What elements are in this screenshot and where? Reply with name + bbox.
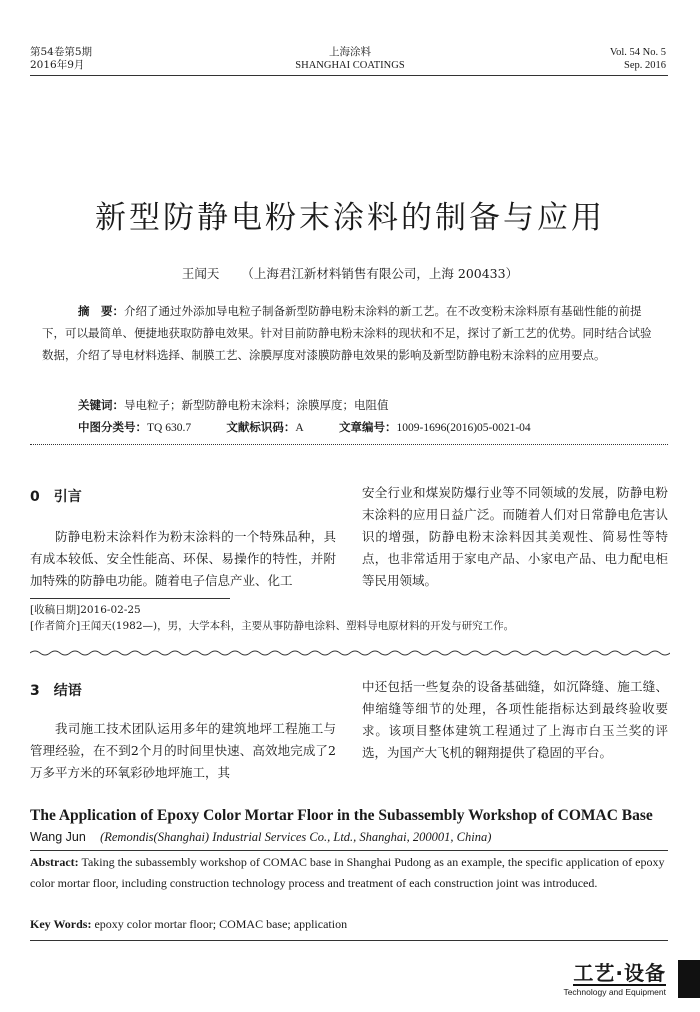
clc-label: 中图分类号： [78,420,147,434]
intro-left-text: 防静电粉末涂料作为粉末涂料的一个特殊品种，具有成本较低、安全性能高、环保、易操作的特性，并附加特殊的防静电功能。随着电子信息产业、化工 [30,529,336,588]
abstract-label: 摘 要： [78,304,124,318]
logo-subtext: Technology and Equipment [563,987,666,997]
intro-right-text: 安全行业和煤炭防爆行业等不同领域的发展，防静电粉末涂料的应用日益广泛。而随着人们对日常静电危害认识的增强，防静电粉末涂料因其美观性、简易性等特点，也非常适用于家电产品、小家电产品、电力配电柜等民用领域。 [362,485,668,588]
footnote [30,602,670,634]
section-logo [563,962,666,998]
english-abstract-text: Taking the subassembly workshop of COMAC base in Shanghai Pudong as an example, the specific application of epoxy color mortar floor, including construction technology process and treatment of each construction joint was introduced. [30,855,665,890]
abstract-text: 介绍了通过外添加导电粒子制备新型防静电粉末涂料的新工艺。在不改变粉末涂料原有基础性能的前提下，可以最简单、便捷地获取防静电效果。针对目前防静电粉末涂料的现状和不足，探讨了新工艺的优势。同时结合试验数据，介绍了导电材料选择、制膜工艺、涂膜厚度对漆膜防静电效果的影响及新型防静电粉末涂料的应用要点。 [42,304,652,362]
keywords-block [78,394,658,416]
doc-code-value: A [295,422,304,434]
volume-issue-en: Vol. 54 No. 5 [609,47,666,58]
logo-block-mark [678,960,700,998]
conclusion-right-text: 中还包括一些复杂的设备基础缝，如沉降缝、施工缝、伸缩缝等细节的处理，各项性能指标达到最终验收要求。该项目整体建筑工程通过了上海市白玉兰奖的评选，为国产大飞机的翱翔提供了稳固的平台。 [362,679,668,760]
english-keywords-label: Key Words: [30,917,92,931]
article-no-label: 文章编号： [339,420,397,434]
english-affiliation: (Remondis(Shanghai) Industrial Services Co., Ltd., Shanghai, 200001, China) [100,830,492,844]
english-keywords [30,914,666,935]
intro-heading: 0 引言 [30,489,82,505]
header-center [250,46,450,72]
issue-date-en: Sep. 2016 [624,60,666,71]
conclusion-heading: 3 结语 [30,683,82,699]
footnote-rule [30,598,230,599]
issue-date: 2016年9月 [30,59,85,71]
author-line [0,264,700,282]
english-abstract-label: Abstract: [30,855,79,869]
header-rule [30,75,668,76]
abstract-rule [30,444,668,445]
author-bio: [作者简介]王闻天(1982—)，男，大学本科，主要从事防静电涂料、塑料导电原材料的开发与研究工作。 [30,620,515,632]
article-no-value: 1009-1696(2016)05-0021-04 [396,422,531,434]
english-keywords-text: epoxy color mortar floor; COMAC base; application [94,917,348,931]
logo-text: 工艺·设备 [573,961,666,985]
english-abstract [30,852,666,894]
received-date: [收稿日期]2016-02-25 [30,604,141,616]
abstract-block [42,300,658,366]
doc-code-label: 文献标识码： [226,420,296,434]
keywords-label: 关键词： [78,398,124,412]
english-title: The Application of Epoxy Color Mortar Floor in the Subassembly Workshop of COMAC Base [30,807,653,824]
english-author-line [30,830,491,845]
english-author: Wang Jun [30,830,86,844]
author-name: 王闻天 [181,266,220,281]
header-left [30,46,92,72]
journal-name-cn: 上海涂料 [329,46,371,58]
header-right [610,46,666,72]
english-bottom-rule [30,940,668,941]
wavy-separator [30,648,670,658]
volume-issue: 第54卷第5期 [30,46,93,58]
journal-name-en: SHANGHAI COATINGS [295,60,405,71]
article-title: 新型防静电粉末涂料的制备与应用 [95,200,605,236]
english-rule [30,850,668,851]
conclusion-left-text: 我司施工技术团队运用多年的建筑地坪工程施工与管理经验，在不到2个月的时间里快速、高效地完成了2万多平方米的环氧彩砂地坪施工，其 [30,721,336,780]
clc-value: TQ 630.7 [147,422,192,434]
author-affiliation: （上海君江新材料销售有限公司，上海 200433） [241,266,519,281]
classification-line [78,416,658,439]
keywords-text: 导电粒子；新型防静电粉末涂料；涂膜厚度；电阻值 [124,398,389,412]
